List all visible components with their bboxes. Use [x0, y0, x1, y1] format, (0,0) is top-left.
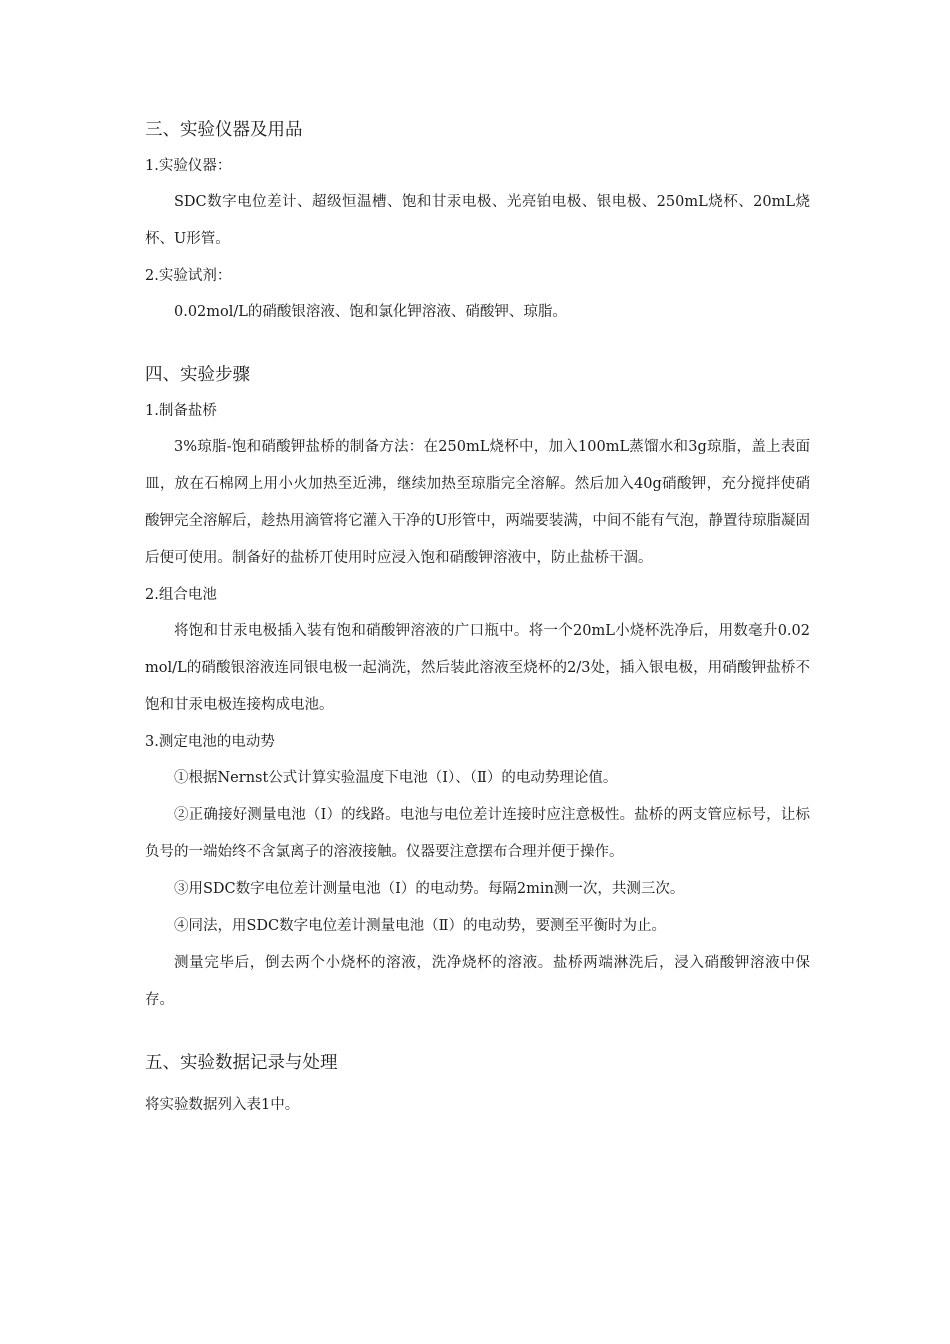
- paragraph-emf-step-3: ③用SDC数字电位差计测量电池（Ⅰ）的电动势。每隔2min测一次，共测三次。: [174, 881, 685, 897]
- paragraph-emf-step-1: ①根据Nernst公式计算实验温度下电池（Ⅰ）、（Ⅱ）的电动势理论值。: [174, 770, 618, 786]
- subheading-salt-bridge: 1.制备盐桥: [145, 403, 217, 419]
- subheading-assemble-cell: 2.组合电池: [145, 587, 217, 603]
- paragraph-salt-bridge: 3%琼脂-饱和硝酸钾盐桥的制备方法：在250mL烧杯中，加入100mL蒸馏水和3g琼脂，盖上表面皿，放在石棉网上用小火加热至近沸，继续加热至琼脂完全溶解。然后加入40g硝酸钾，充分搅拌使硝酸钾完全溶解后，趁热用滴管将它灌入干净的U形管中，两端要装满，中间不能有气泡，静置待琼脂凝固后便可使用。制备好的盐桥丌使用时应浸入饱和硝酸钾溶液中，防止盐桥干涸。: [145, 439, 810, 566]
- paragraph-instruments: SDC数字电位差计、超级恒温槽、饱和甘汞电极、光亮铂电极、银电极、250mL烧杯、20mL烧杯、U形管。: [145, 194, 810, 247]
- section-heading-procedure: 四、实验步骤: [145, 365, 250, 385]
- paragraph-data-table-ref: 将实验数据列入表1中。: [145, 1097, 300, 1113]
- paragraph-assemble-cell: 将饱和甘汞电极插入装有饱和硝酸钾溶液的广口瓶中。将一个20mL小烧杯洗净后，用数毫升0.02mol/L的硝酸银溶液连同银电极一起淌洗，然后装此溶液至烧杯的2/3处，插入银电极，用硝酸钾盐桥不饱和甘汞电极连接构成电池。: [145, 623, 810, 713]
- paragraph-reagents: 0.02mol/L的硝酸银溶液、饱和氯化钾溶液、硝酸钾、琼脂。: [174, 304, 567, 320]
- section-heading-data: 五、实验数据记录与处理: [145, 1053, 338, 1073]
- paragraph-cleanup: 测量完毕后，倒去两个小烧杯的溶液，洗净烧杯的溶液。盐桥两端淋洗后，浸入硝酸钾溶液中保存。: [145, 955, 810, 1008]
- subheading-reagents: 2.实验试剂：: [145, 268, 232, 284]
- subheading-measure-emf: 3.测定电池的电动势: [145, 734, 275, 750]
- subheading-instruments: 1.实验仪器：: [145, 158, 232, 174]
- document-page: [145, 112, 810, 1124]
- paragraph-emf-step-4: ④同法，用SDC数字电位差计测量电池（Ⅱ）的电动势，要测至平衡时为止。: [174, 918, 667, 934]
- section-heading-apparatus: 三、实验仪器及用品: [145, 120, 303, 140]
- paragraph-emf-step-2: ②正确接好测量电池（Ⅰ）的线路。电池与电位差计连接时应注意极性。盐桥的两支管应标号，让标负号的一端始终不含氯离子的溶液接触。仪器要注意摆布合理并便于操作。: [145, 807, 810, 860]
